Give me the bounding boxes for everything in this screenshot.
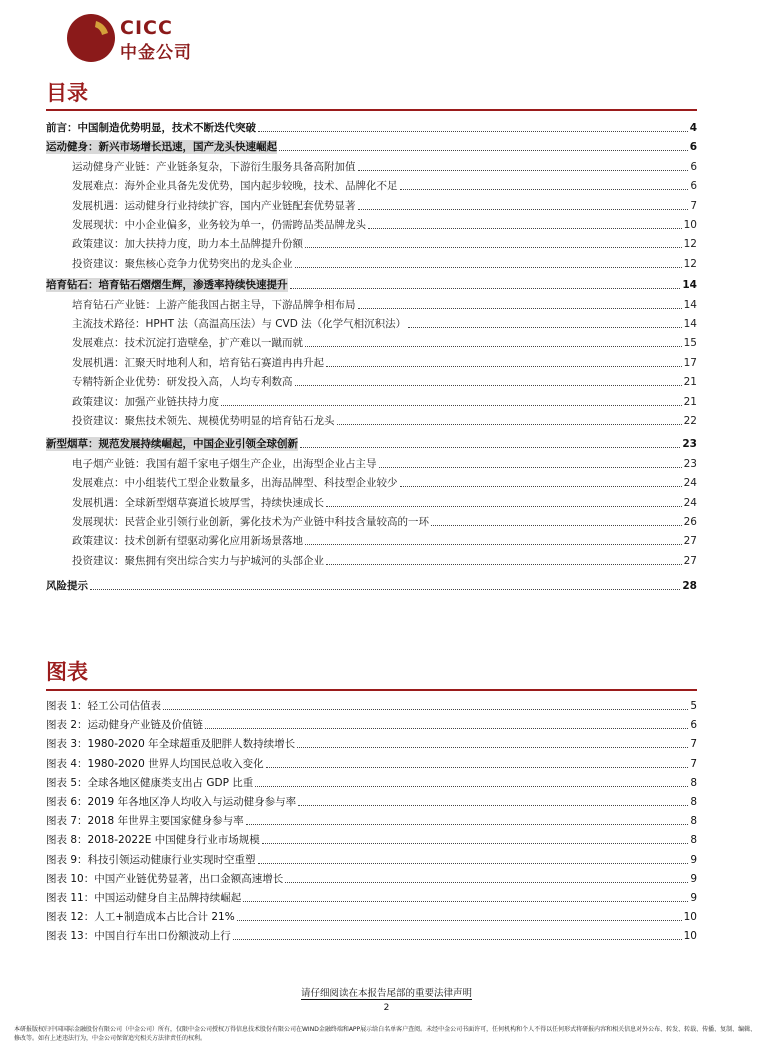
toc-page-number: 21 — [683, 376, 697, 389]
toc-section[interactable] — [72, 214, 697, 232]
figure-entry-title: 图表 10：中国产业链优势显著，出口金额高速增长 — [46, 872, 284, 885]
figure-page-number: 5 — [690, 700, 697, 712]
figure-entry[interactable] — [46, 791, 697, 809]
dot-leader — [295, 267, 682, 268]
figure-entry-title: 图表 3：1980-2020 年全球超重及肥胖人数持续增长 — [46, 738, 296, 751]
figure-entry-title: 图表 9：科技引领运动健康行业实现时空重塑 — [46, 853, 256, 866]
dot-leader — [258, 863, 689, 864]
figure-page-number: 9 — [690, 892, 697, 904]
dot-leader — [298, 805, 688, 806]
dot-leader — [285, 882, 688, 883]
toc-page-number: 23 — [683, 457, 697, 470]
toc-page-number: 7 — [690, 199, 697, 212]
dot-leader — [368, 228, 682, 229]
dot-leader — [400, 486, 682, 487]
figure-entry[interactable] — [46, 733, 697, 751]
figures-rule — [46, 689, 697, 691]
toc-page-number: 27 — [683, 535, 697, 548]
toc-entry-title: 前言：中国制造优势明显，技术不断迭代突破 — [46, 122, 256, 134]
toc-page-number: 26 — [683, 516, 697, 528]
dot-leader — [90, 589, 680, 590]
dot-leader — [246, 824, 689, 825]
toc-page-number: 12 — [683, 257, 697, 270]
dot-leader — [258, 131, 688, 132]
toc-page-number: 14 — [683, 298, 697, 311]
figure-entry[interactable] — [46, 829, 697, 847]
dot-leader — [243, 901, 688, 902]
toc-page-number: 10 — [683, 219, 697, 231]
toc-page-number: 21 — [683, 395, 697, 408]
toc-entry-title: 专精特新企业优势：研发投入高，人均专利数高 — [72, 376, 293, 389]
toc-entry-title: 运动健身产业链：产业链条复杂，下游衍生服务具备高附加值 — [72, 160, 356, 173]
cicc-emblem-icon — [66, 13, 116, 63]
figure-entry[interactable] — [46, 695, 697, 713]
dot-leader — [305, 247, 682, 248]
figure-page-number: 6 — [690, 719, 697, 732]
figure-entry-title: 图表 7：2018 年世界主要国家健身参与率 — [46, 815, 244, 828]
toc-section[interactable] — [72, 175, 697, 193]
logo-text-cn: 中金公司 — [120, 43, 192, 63]
toc-entry-title: 发展难点：海外企业具备先发优势，国内起步较晚，技术、品牌化不足 — [72, 180, 398, 193]
toc-page-number: 27 — [683, 554, 697, 567]
toc-entry-title: 投资建议：聚焦拥有突出综合实力与护城河的头部企业 — [72, 554, 324, 567]
figure-entry[interactable] — [46, 906, 697, 924]
toc-page-number: 15 — [683, 337, 697, 350]
toc-entry-title: 培育钻石：培育钻石熠熠生辉，渗透率持续快速提升 — [46, 279, 288, 292]
dot-leader — [279, 150, 688, 151]
figure-entry-title: 图表 2：运动健身产业链及价值链 — [46, 719, 204, 732]
figure-entry[interactable] — [46, 887, 697, 905]
figure-page-number: 8 — [690, 815, 697, 828]
dot-leader — [379, 467, 682, 468]
toc-entry-title: 主流技术路径：HPHT 法（高温高压法）与 CVD 法（化学气相沉积法） — [72, 318, 407, 330]
dot-leader — [205, 728, 688, 729]
toc-chapter[interactable] — [46, 575, 697, 593]
figure-page-number: 7 — [690, 738, 697, 751]
logo-text-en: CICC — [120, 17, 173, 39]
toc-page-number: 23 — [682, 438, 697, 451]
dot-leader — [408, 327, 681, 328]
dot-leader — [163, 709, 688, 710]
toc-page-number: 22 — [683, 415, 697, 427]
toc-section[interactable] — [72, 156, 697, 174]
dot-leader — [297, 747, 688, 748]
figure-entry[interactable] — [46, 714, 697, 732]
toc-section[interactable] — [72, 472, 697, 490]
toc-page-number: 24 — [683, 477, 697, 490]
dot-leader — [358, 209, 689, 210]
dot-leader — [305, 544, 682, 545]
toc-section[interactable] — [72, 352, 697, 370]
dot-leader — [295, 385, 682, 386]
figure-entry-title: 图表 13：中国自行车出口份额波动上行 — [46, 930, 231, 943]
toc-section[interactable] — [72, 391, 697, 409]
figure-entry-title: 图表 5：全球各地区健康类支出占 GDP 比重 — [46, 776, 254, 789]
figure-entry-title: 图表 1：轻工公司估值表 — [46, 700, 162, 712]
figure-entry[interactable] — [46, 925, 697, 943]
toc-entry-title: 电子烟产业链：我国有超千家电子烟生产企业，出海型企业占主导 — [72, 457, 377, 470]
toc-section[interactable] — [72, 253, 697, 271]
figure-entry[interactable] — [46, 810, 697, 828]
toc-entry-title: 发展机遇：汇聚天时地利人和，培育钻石赛道冉冉升起 — [72, 356, 324, 369]
dot-leader — [400, 189, 689, 190]
toc-section[interactable] — [72, 313, 697, 331]
toc-entry-title: 政策建议：加强产业链扶持力度 — [72, 395, 219, 408]
dot-leader — [337, 424, 682, 425]
contents-title: 目录 — [46, 81, 88, 105]
dot-leader — [233, 939, 682, 940]
toc-entry-title: 投资建议：聚焦技术领先、规模优势明显的培育钻石龙头 — [72, 415, 335, 427]
dot-leader — [255, 786, 688, 787]
toc-page-number: 17 — [683, 356, 697, 369]
toc-entry-title: 新型烟草：规范发展持续崛起，中国企业引领全球创新 — [46, 438, 298, 451]
dot-leader — [431, 525, 682, 526]
toc-chapter[interactable] — [46, 136, 697, 154]
dot-leader — [358, 170, 689, 171]
figure-page-number: 8 — [690, 796, 697, 808]
figure-entry-title: 图表 12：人工+制造成本占比合计 21% — [46, 911, 235, 924]
toc-entry-title: 培育钻石产业链：上游产能我国占据主导，下游品牌争相布局 — [72, 298, 356, 311]
toc-section[interactable] — [72, 530, 697, 548]
toc-section[interactable] — [72, 511, 697, 529]
toc-section[interactable] — [72, 195, 697, 213]
dot-leader — [305, 346, 682, 347]
toc-page-number: 24 — [683, 496, 697, 509]
dot-leader — [262, 843, 689, 844]
toc-entry-title: 发展难点：技术沉淀打造壁垒，扩产难以一蹴而就 — [72, 337, 303, 350]
toc-section[interactable] — [72, 492, 697, 510]
dot-leader — [300, 447, 680, 448]
figure-page-number: 10 — [683, 911, 697, 924]
toc-page-number: 6 — [689, 141, 697, 154]
toc-page-number: 28 — [682, 580, 697, 593]
figure-entry[interactable] — [46, 772, 697, 790]
toc-chapter[interactable] — [46, 433, 697, 451]
dot-leader — [326, 564, 682, 565]
toc-entry-title: 政策建议：技术创新有望驱动雾化应用新场景落地 — [72, 535, 303, 548]
legal-notice[interactable]: 请仔细阅读在本报告尾部的重要法律声明 — [300, 988, 472, 999]
toc-section[interactable] — [72, 453, 697, 471]
toc-chapter[interactable] — [46, 117, 697, 135]
dot-leader — [326, 366, 682, 367]
page-number: 2 — [383, 1003, 390, 1013]
figures-title: 图表 — [46, 660, 88, 684]
toc-entry-title: 发展机遇：全球新型烟草赛道长坡厚雪，持续快速成长 — [72, 496, 324, 509]
toc-entry-title: 风险提示 — [46, 580, 88, 593]
figure-entry[interactable] — [46, 868, 697, 886]
copyright-disclaimer: 本研报版权归中国国际金融股份有限公司（中金公司）所有，仅限中金公司授权万得信息技术股份有限公司在WIND金融终端和APP展示给白名单客户查阅。未经中金公司书面许可，任何机构和个人不得以任何形式将研报内容和相关信息对外公布、转发、转载、传播、复制、编辑、修改等。如有上述违法行为，中金公司保留追究相关方法律责任的权利。 — [14, 1026, 757, 1042]
toc-entry-title: 发展现状：中小企业偏多，业务较为单一，仍需跨品类品牌龙头 — [72, 219, 366, 231]
toc-page-number: 12 — [683, 238, 697, 251]
cicc-logo — [66, 13, 226, 63]
dot-leader — [221, 405, 682, 406]
figure-entry-title: 图表 8：2018-2022E 中国健身行业市场规模 — [46, 834, 260, 847]
figure-page-number: 9 — [690, 872, 697, 885]
figure-page-number: 7 — [690, 757, 697, 770]
toc-chapter[interactable] — [46, 274, 697, 292]
figure-page-number: 10 — [683, 930, 697, 943]
figure-entry-title: 图表 4：1980-2020 世界人均国民总收入变化 — [46, 757, 264, 770]
toc-entry-title: 运动健身：新兴市场增长迅速，国产龙头快速崛起 — [46, 141, 277, 154]
toc-page-number: 4 — [689, 122, 697, 134]
figure-page-number: 8 — [690, 776, 697, 789]
figure-page-number: 8 — [690, 834, 697, 847]
dot-leader — [266, 767, 689, 768]
toc-section[interactable] — [72, 332, 697, 350]
toc-page-number: 14 — [683, 318, 697, 330]
toc-section[interactable] — [72, 371, 697, 389]
contents-rule — [46, 109, 697, 111]
toc-entry-title: 发展现状：民营企业引领行业创新，雾化技术为产业链中科技含量较高的一环 — [72, 516, 429, 528]
toc-page-number: 6 — [690, 180, 697, 193]
figure-entry[interactable] — [46, 849, 697, 867]
toc-section[interactable] — [72, 550, 697, 568]
figure-entry[interactable] — [46, 753, 697, 771]
dot-leader — [237, 920, 682, 921]
dot-leader — [326, 506, 682, 507]
toc-section[interactable] — [72, 294, 697, 312]
toc-page-number: 6 — [690, 160, 697, 173]
toc-entry-title: 政策建议：加大扶持力度，助力本土品牌提升份额 — [72, 238, 303, 251]
figure-page-number: 9 — [690, 853, 697, 866]
figure-entry-title: 图表 11：中国运动健身自主品牌持续崛起 — [46, 892, 242, 904]
toc-section[interactable] — [72, 410, 697, 428]
toc-page-number: 14 — [682, 279, 697, 292]
toc-section[interactable] — [72, 233, 697, 251]
figure-entry-title: 图表 6：2019 年各地区净人均收入与运动健身参与率 — [46, 796, 297, 808]
toc-entry-title: 投资建议：聚焦核心竞争力优势突出的龙头企业 — [72, 257, 293, 270]
toc-entry-title: 发展机遇：运动健身行业持续扩容，国内产业链配套优势显著 — [72, 199, 356, 212]
dot-leader — [290, 288, 681, 289]
dot-leader — [358, 308, 682, 309]
toc-entry-title: 发展难点：中小组装代工型企业数量多，出海品牌型、科技型企业较少 — [72, 477, 398, 490]
